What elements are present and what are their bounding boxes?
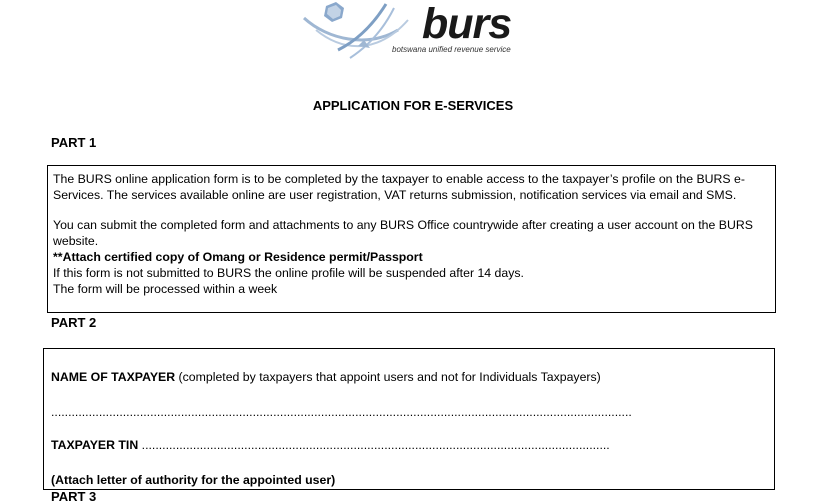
part3-label: PART 3 xyxy=(51,489,97,504)
part1-info-box xyxy=(47,165,776,313)
burs-logo xyxy=(298,0,528,66)
taxpayer-tin-field[interactable]: ......................................................................................................................................... xyxy=(141,438,610,452)
part1-label: PART 1 xyxy=(51,135,97,150)
part1-suspend-note: If this form is not submitted to BURS the online profile will be suspended after 14 days. xyxy=(53,266,524,280)
taxpayer-name-label: NAME OF TAXPAYER xyxy=(51,370,176,384)
part1-attach-note: **Attach certified copy of Omang or Residence permit/Passport xyxy=(53,250,423,264)
part1-processing-note: The form will be processed within a week xyxy=(53,282,278,296)
taxpayer-name-row xyxy=(51,370,601,384)
part1-intro-paragraph: The BURS online application form is to be completed by the taxpayer to enable access to the taxpayer’s profile on the BURS e-Services. The services available online are user registration, VAT returns submission, notification services via email and SMS. xyxy=(53,172,745,202)
taxpayer-tin-row xyxy=(51,438,610,452)
part1-submit-paragraph: You can submit the completed form and attachments to any BURS Office countrywide after creating a user account on the BURS website. xyxy=(53,218,753,248)
authority-letter-note: (Attach letter of authority for the appointed user) xyxy=(51,473,336,487)
taxpayer-name-note: (completed by taxpayers that appoint users and not for Individuals Taxpayers) xyxy=(178,370,601,384)
document-title: APPLICATION FOR E-SERVICES xyxy=(312,98,514,113)
logo-wordmark: burs xyxy=(422,0,512,48)
taxpayer-name-field[interactable]: .......................................................................................................................................................................... xyxy=(51,405,632,419)
part2-form-box xyxy=(43,348,775,490)
taxpayer-tin-label: TAXPAYER TIN xyxy=(51,438,139,452)
part2-label: PART 2 xyxy=(51,315,97,330)
logo-subtitle: botswana unified revenue service xyxy=(392,45,511,54)
